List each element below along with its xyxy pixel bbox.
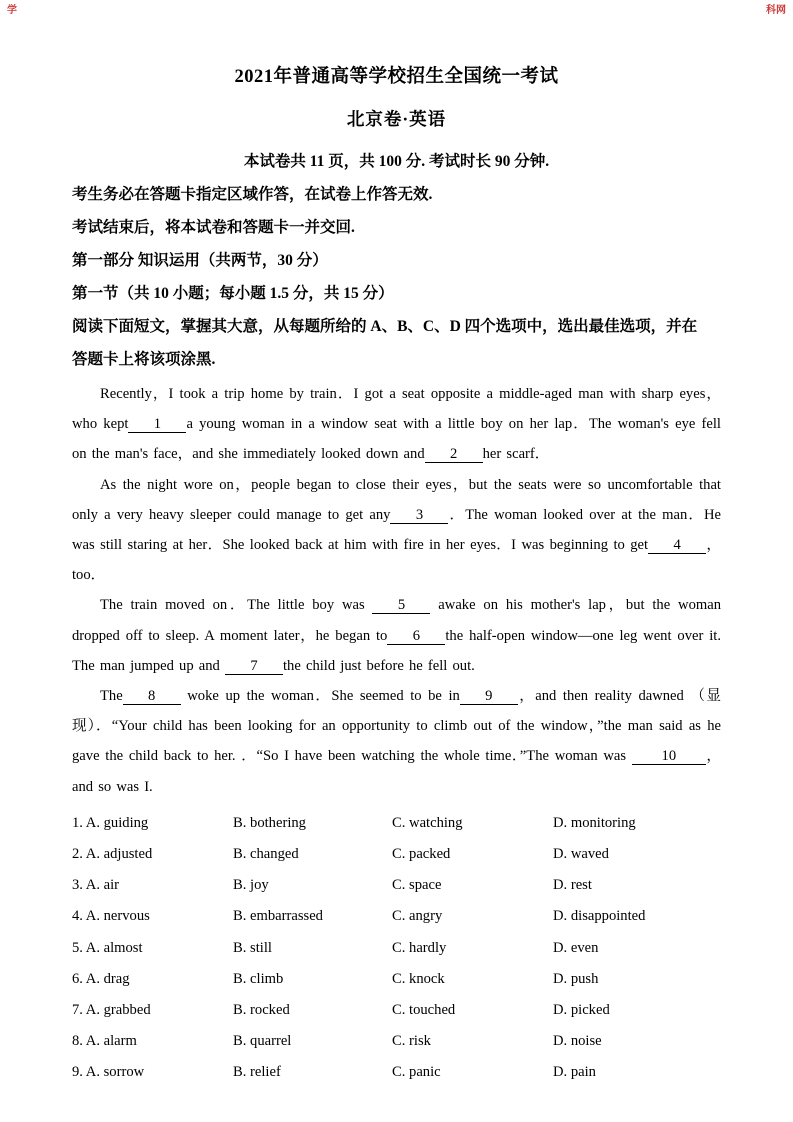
option-d: D. pain xyxy=(553,1064,596,1081)
cloze-directions-line2: 答题卡上将该项涂黑. xyxy=(72,351,216,368)
cloze-blank-1: 1 xyxy=(128,416,186,433)
question-row xyxy=(72,1057,721,1088)
question-row xyxy=(72,808,721,839)
question-row xyxy=(72,933,721,964)
question-row xyxy=(72,839,721,870)
option-c: C. hardly xyxy=(392,939,447,956)
option-d: D. picked xyxy=(553,1002,610,1019)
question-row xyxy=(72,964,721,995)
option-c: C. knock xyxy=(392,970,445,987)
cloze-blank-9: 9 xyxy=(460,688,518,705)
option-c: C. touched xyxy=(392,1002,456,1019)
option-c: C. risk xyxy=(392,1033,431,1050)
option-d: D. even xyxy=(553,939,599,956)
question-row xyxy=(72,901,721,932)
option-b: B. climb xyxy=(233,970,284,987)
watermark-top-right-icon: 科网 xyxy=(766,5,786,16)
notice-return-line: 考试结束后，将本试卷和答题卡一并交回. xyxy=(72,219,355,236)
option-b: B. rocked xyxy=(233,1002,290,1019)
question-number-and-option-a: 9. A. sorrow xyxy=(72,1064,145,1081)
option-d: D. noise xyxy=(553,1033,602,1050)
passage-paragraph: The 8 woke up the woman．She seemed to be in 9 ，and then reality dawned （显现）．“Your child has been looking for an opportunity to climb out of the window，”the man said as he gave the child back to her. ．“So I have been watching the whole time．”The woman was 10 ，and so was I. xyxy=(72,688,722,795)
option-c: C. packed xyxy=(392,846,451,863)
cloze-passage xyxy=(72,379,721,802)
passage-paragraph: Recently，I took a trip home by train．I got a seat opposite a middle-aged man with sharp eyes，who kept 1 a young woman in a window seat with a little boy on her lap．The woman's eye fell on the man's face，and she immediately looked down and 2 her scarf． xyxy=(72,386,721,463)
option-b: B. changed xyxy=(233,846,299,863)
part1-heading: 第一部分 知识运用（共两节，30 分） xyxy=(72,252,328,269)
cloze-blank-10: 10 xyxy=(632,748,706,765)
question-row xyxy=(72,870,721,901)
question-number-and-option-a: 7. A. grabbed xyxy=(72,1002,151,1019)
cloze-blank-6: 6 xyxy=(387,628,445,645)
question-number-and-option-a: 3. A. air xyxy=(72,877,120,894)
section1-heading: 第一节（共 10 小题；每小题 1.5 分，共 15 分） xyxy=(72,285,394,302)
cloze-directions-line1: 阅读下面短文，掌握其大意，从每题所给的 A、B、C、D 四个选项中，选出最佳选项，并在 xyxy=(72,318,698,335)
option-d: D. monitoring xyxy=(553,814,636,831)
option-b: B. bothering xyxy=(233,814,306,831)
question-number-and-option-a: 5. A. almost xyxy=(72,939,143,956)
option-d: D. push xyxy=(553,970,599,987)
option-b: B. embarrassed xyxy=(233,908,323,925)
question-row xyxy=(72,995,721,1026)
option-c: C. space xyxy=(392,877,442,894)
question-number-and-option-a: 2. A. adjusted xyxy=(72,846,153,863)
option-c: C. watching xyxy=(392,814,463,831)
question-number-and-option-a: 4. A. nervous xyxy=(72,908,150,925)
option-b: B. relief xyxy=(233,1064,281,1081)
option-b: B. still xyxy=(233,939,272,956)
options-table xyxy=(72,808,721,1089)
option-d: D. disappointed xyxy=(553,908,646,925)
exam-info-line: 本试卷共 11 页，共 100 分. 考试时长 90 分钟. xyxy=(243,153,550,170)
cloze-blank-8: 8 xyxy=(123,688,181,705)
question-number-and-option-a: 6. A. drag xyxy=(72,970,130,987)
cloze-blank-3: 3 xyxy=(390,507,448,524)
option-b: B. joy xyxy=(233,877,269,894)
cloze-blank-7: 7 xyxy=(225,658,283,675)
cloze-blank-2: 2 xyxy=(425,446,483,463)
watermark-top-left-icon: 学 xyxy=(7,5,17,16)
question-row xyxy=(72,1026,721,1057)
question-number-and-option-a: 1. A. guiding xyxy=(72,814,149,831)
option-c: C. panic xyxy=(392,1064,441,1081)
notice-answer-sheet-line: 考生务必在答题卡指定区域作答，在试卷上作答无效. xyxy=(72,186,433,203)
cloze-blank-4: 4 xyxy=(648,537,706,554)
option-d: D. rest xyxy=(553,877,592,894)
option-b: B. quarrel xyxy=(233,1033,292,1050)
question-number-and-option-a: 8. A. alarm xyxy=(72,1033,137,1050)
cloze-blank-5: 5 xyxy=(372,597,430,614)
option-c: C. angry xyxy=(392,908,443,925)
passage-paragraph: As the night wore on，people began to close their eyes，but the seats were so uncomfortable that only a very heavy sleeper could manage to get any 3 ．The woman looked over at the man．He was still staring at her．She looked back at him with fire in her eyes．I was beginning to get 4 ，too． xyxy=(72,476,721,584)
page-title: 2021年普通高等学校招生全国统一考试 xyxy=(234,67,559,87)
page-subtitle: 北京卷·英语 xyxy=(346,109,447,129)
option-d: D. waved xyxy=(553,846,609,863)
passage-paragraph: The train moved on．The little boy was 5 awake on his mother's lap，but the woman dropped off to sleep. A moment later，he began to 6 the half-open window—one leg went over it. The man jumped up and 7 the child just before he fell out. xyxy=(72,597,721,674)
